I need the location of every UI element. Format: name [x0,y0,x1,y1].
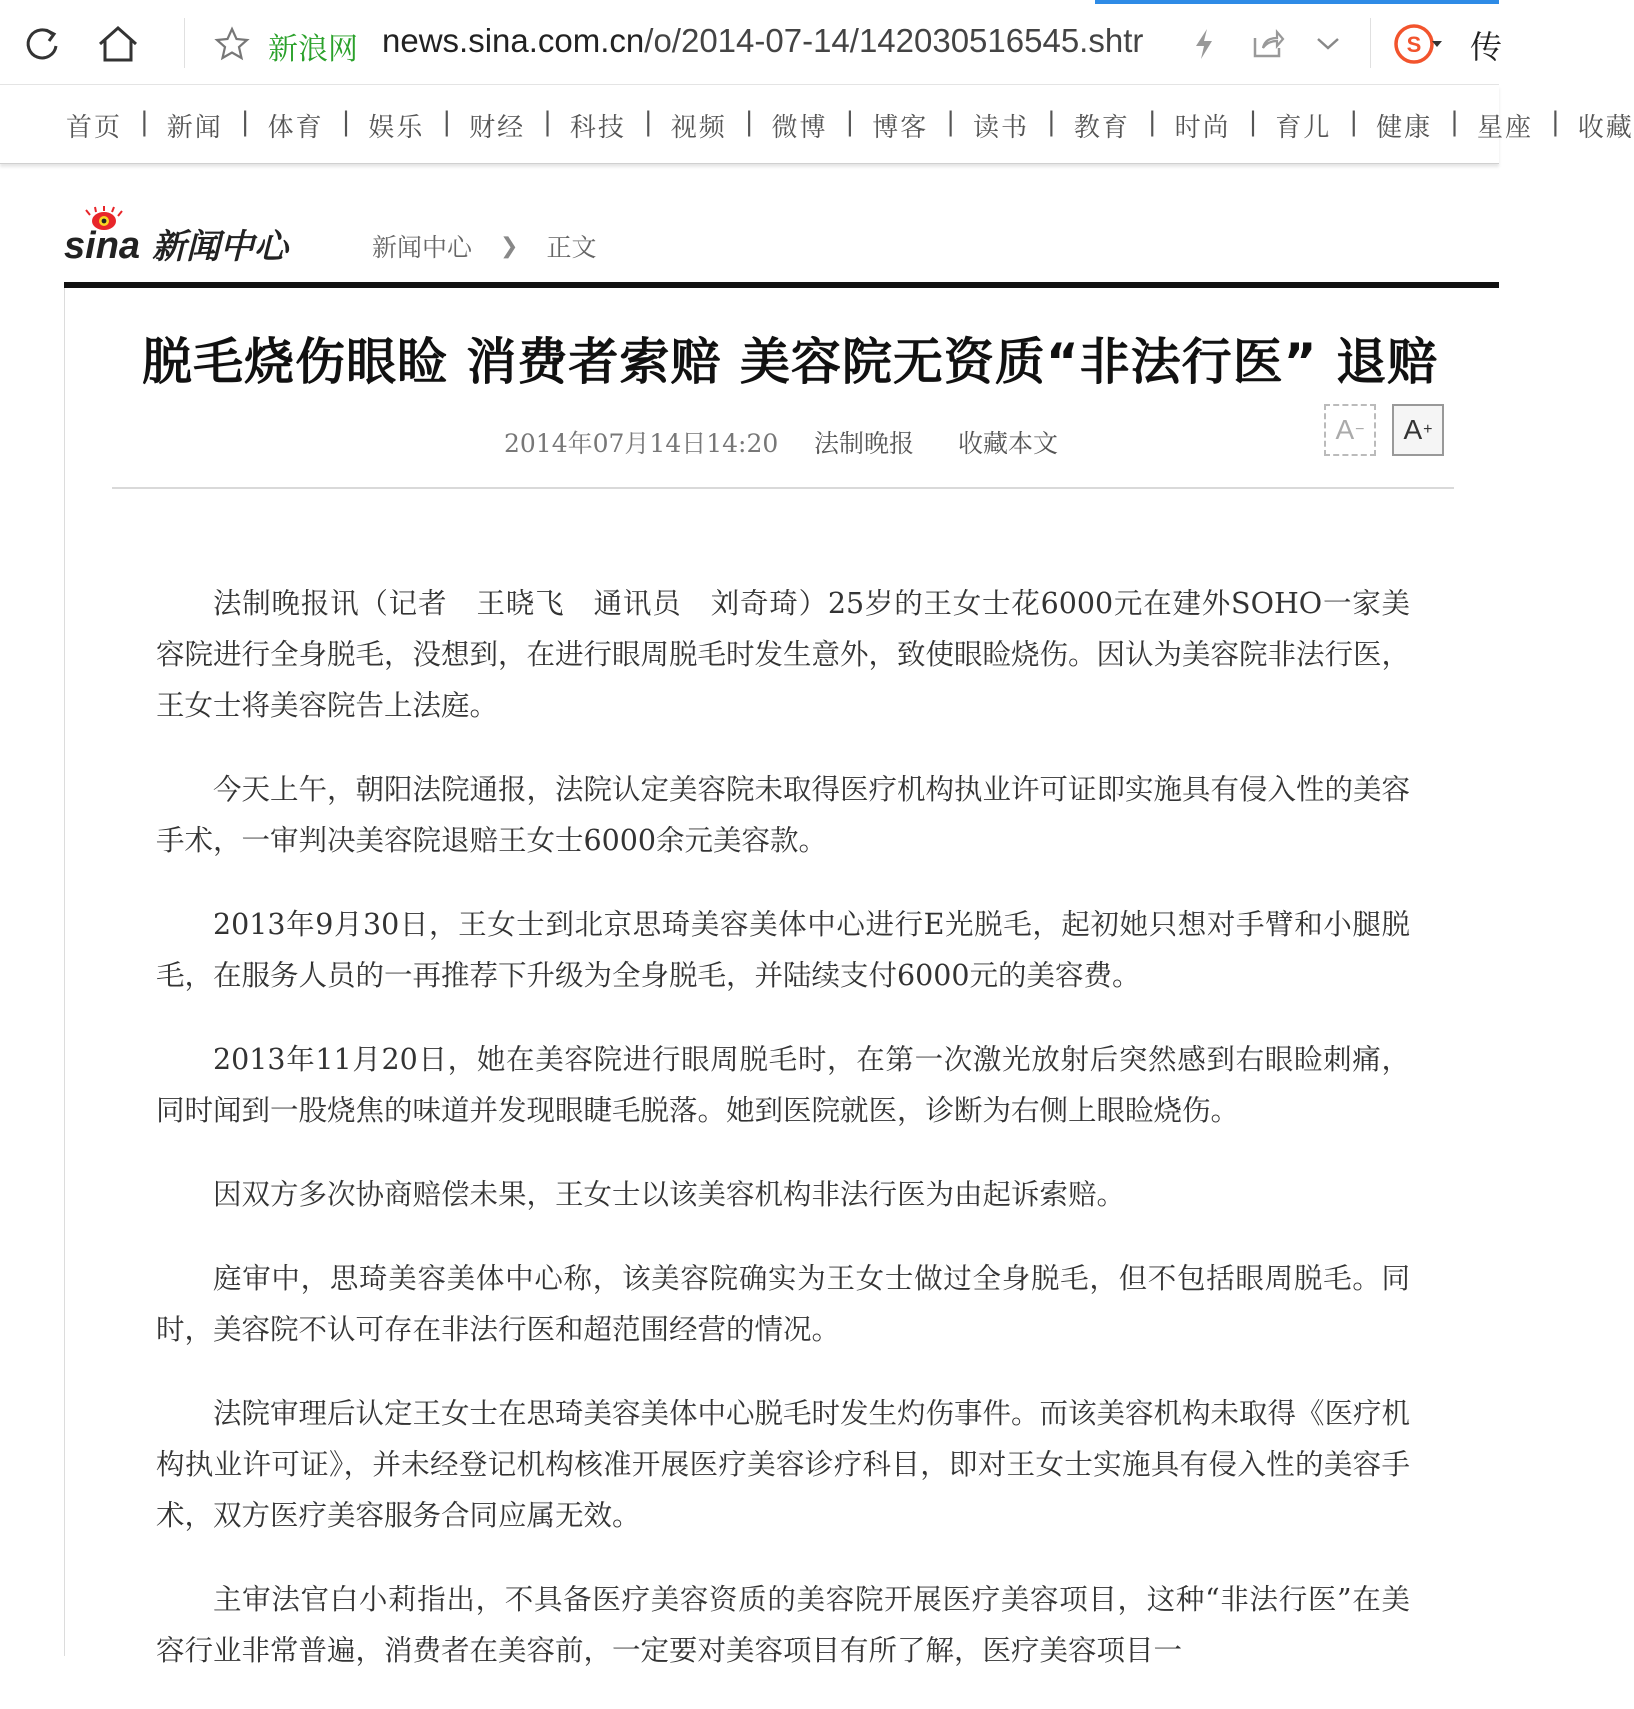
refresh-icon[interactable] [14,16,70,72]
channel-list [66,107,1634,144]
channel-link[interactable]: 教育 [1073,113,1130,143]
channel-separator: | [140,107,149,137]
bookmark-star-icon[interactable] [204,16,260,72]
channel-link[interactable]: 健康 [1376,113,1433,143]
sina-news-logo[interactable] [64,206,316,268]
channel-separator: | [1248,107,1258,137]
channel-link[interactable]: 读书 [973,113,1030,143]
logo-text: sina [64,225,141,267]
breadcrumb-item-article: 正文 [546,233,597,262]
article-body [156,578,1410,1709]
channel-separator: | [543,107,552,137]
channel-separator: | [845,107,855,137]
lightning-icon[interactable] [1176,16,1232,72]
address-bar-url[interactable] [382,22,1143,60]
font-increase-button[interactable] [1392,404,1444,456]
font-decrease-button[interactable] [1324,404,1376,456]
channel-link[interactable]: 微博 [771,113,828,143]
favorite-article-link[interactable]: 收藏本文 [958,429,1059,458]
share-icon[interactable] [1240,16,1296,72]
channel-link[interactable]: 新闻 [166,113,223,143]
svg-text:S: S [1406,32,1422,57]
channel-separator: | [240,107,250,137]
article-date: 2014年07月14日14:20 [504,429,779,458]
channel-separator: | [341,107,351,137]
article-paragraph: 今天上午，朝阳法院通报，法院认定美容院未取得医疗机构执业许可证即实施具有侵入性的美容手术，一审判决美容院退赔王女士6000余元美容款。 [156,773,1411,857]
channel-link[interactable]: 首页 [66,113,123,143]
chevron-right-icon: ❯ [500,233,519,259]
font-decrease-label: A [1335,414,1355,445]
breadcrumb [372,228,596,264]
header-divider [64,282,1499,288]
article-paragraph: 法院审理后认定王女士在思琦美容美体中心脱毛时发生灼伤事件。而该美容机构未取得《医疗机构执业许可证》，并未经登记机构核准开展医疗美容诊疗科目，即对王女士实施具有侵入性的美容手术，双方医疗美容服务合同应属无效。 [156,1397,1411,1532]
url-path: /o/2014-07-14/142030516545.shtr [644,22,1144,59]
channel-separator: | [1349,107,1359,137]
breadcrumb-item-news-center[interactable]: 新闻中心 [372,233,473,262]
channel-separator: | [744,107,754,137]
dropdown-caret-icon[interactable] [1426,16,1448,72]
channel-link[interactable]: 体育 [267,113,324,143]
meta-divider [112,487,1454,489]
channel-link[interactable]: 收藏 [1577,113,1634,143]
channel-separator: | [442,107,452,137]
channel-separator: | [1047,107,1056,137]
url-domain: news.sina.com.cn [382,22,645,59]
plus-icon: + [1423,421,1433,438]
channel-link[interactable]: 育儿 [1275,113,1332,143]
channel-separator: | [946,107,956,137]
channel-link[interactable]: 视频 [670,113,727,143]
channel-link[interactable]: 时尚 [1174,113,1231,143]
channel-separator: | [1450,107,1459,137]
article-paragraph: 2013年11月20日，她在美容院进行眼周脱毛时，在第一次激光放射后突然感到右眼睑刺痛，同时闻到一股烧焦的味道并发现眼睫毛脱落。她到医院就医，诊断为右侧上眼睑烧伤。 [156,1043,1410,1127]
channel-separator: | [1147,107,1157,137]
article-paragraph: 2013年9月30日，王女士到北京思琦美容美体中心进行E光脱毛，起初她只想对手臂和小腿脱毛，在服务人员的一再推荐下升级为全身脱毛，并陆续支付6000元的美容费。 [156,908,1410,992]
article-paragraph: 因双方多次协商赔偿未果，王女士以该美容机构非法行医为由起诉索赔。 [213,1178,1126,1211]
logo-label: 新闻中心 [152,227,288,267]
article-paragraph: 庭审中，思琦美容美体中心称，该美容院确实为王女士做过全身脱毛，但不包括眼周脱毛。同时，美容院不认可存在非法行医和超范围经营的情况。 [156,1262,1410,1346]
channel-link[interactable]: 财经 [469,113,526,143]
chevron-down-icon[interactable] [1300,16,1356,72]
toolbar-partial-label[interactable]: 传 [1470,28,1503,66]
font-increase-label: A [1403,414,1423,445]
channel-link[interactable]: 星座 [1476,113,1533,143]
channel-separator: | [643,107,653,137]
article-source-link[interactable]: 法制晚报 [814,429,915,458]
article-paragraph: 主审法官白小莉指出，不具备医疗美容资质的美容院开展医疗美容项目，这种“非法行医”在美容行业非常普遍，消费者在美容前，一定要对美容项目有所了解，医疗美容项目一 [156,1583,1410,1667]
loading-progress-bar [1095,0,1499,4]
content-left-border [64,288,65,1656]
channel-separator: | [1550,107,1560,137]
toolbar-divider [184,18,185,68]
channel-link[interactable]: 博客 [872,113,929,143]
channel-link[interactable]: 科技 [569,113,626,143]
article-title: 脱毛烧伤眼睑 消费者索赔 美容院无资质“非法行医” 退赔 [142,333,1438,391]
site-name-label: 新浪网 [268,32,358,67]
channel-nav [0,85,1634,164]
channel-link[interactable]: 娱乐 [368,113,425,143]
minus-icon: − [1355,421,1365,438]
home-icon[interactable] [90,16,146,72]
toolbar-divider [1370,18,1371,68]
article-paragraph: 法制晚报讯（记者 王晓飞 通讯员 刘奇琦）25岁的王女士花6000元在建外SOHO一家美容院进行全身脱毛，没想到，在进行眼周脱毛时发生意外，致使眼睑烧伤。因认为美容院非法行医，王女士将美容院告上法庭。 [156,587,1411,722]
browser-toolbar [0,0,1503,85]
